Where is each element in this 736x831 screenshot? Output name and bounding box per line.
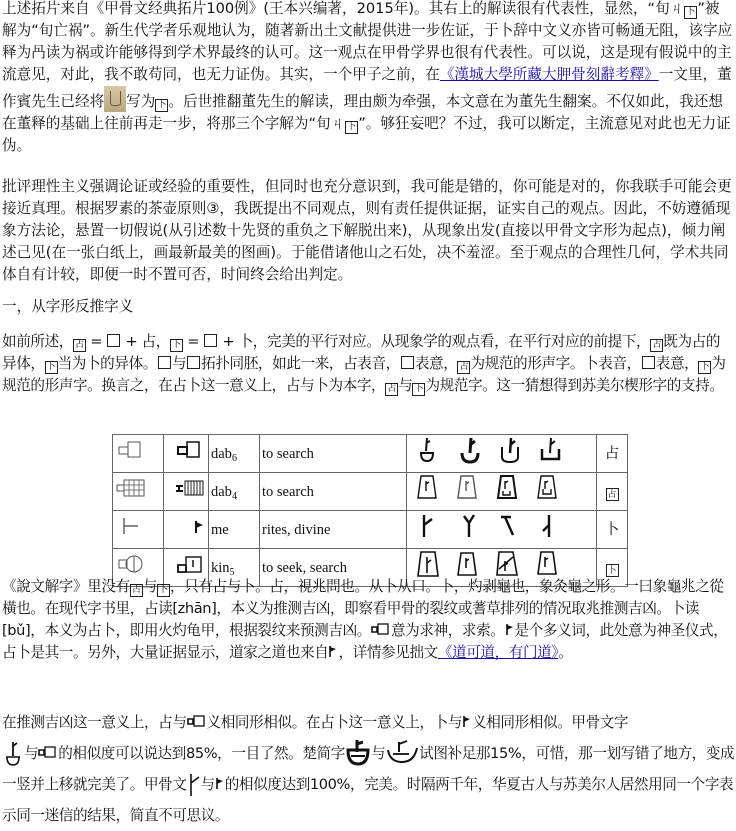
boxed-bu-glyph: 卜 — [686, 7, 696, 17]
oracle-bu-enclosed-forms-icon — [409, 549, 589, 579]
sumerian-word: me — [209, 511, 260, 549]
cuneiform-sign-cell — [164, 511, 209, 549]
archaic-dab4-sign-icon — [115, 477, 155, 499]
boxed-bu-glyph: 卜 — [157, 100, 167, 110]
archaic-kin-sign-icon — [115, 553, 155, 575]
enclosure-glyph — [642, 356, 655, 369]
boxed-zhan-glyph: 占 — [130, 584, 143, 597]
cuneiform-dab-glyph-icon — [187, 714, 207, 728]
paragraph-4: 《說文解字》里没有 占 与 卜 ，只有占与卜。占，視兆問也。从卜从口。卜，灼剥龜也，象灸龜之形。一曰象龜兆之從橫也。在现代字书里，占读[zhān]，本义为推测吉凶，即察看甲骨的裂纹或蓍草排列的情况取兆推测吉凶。卜读[bǔ]，本义为占卜，即用火灼龟甲，根据裂纹来预测吉凶。 意为求神，求索。 是个多义词，此处意为神圣仪式，占卜是其一。另外，大量证据显示，道家之道也来自 ，详情参见拙文《道可道，有门道》。 — [2, 578, 728, 661]
meaning: to search — [260, 473, 407, 511]
archaic-sign-cell — [113, 473, 164, 511]
cuneiform-me-glyph-icon — [328, 644, 338, 658]
boxed-zhan-glyph: 占 — [385, 383, 398, 396]
oracle-zhan-glyph-icon — [2, 740, 24, 768]
cuneiform-me-glyph-icon — [462, 714, 472, 728]
boxed-bu-glyph: 卜 — [607, 564, 617, 575]
boxed-bu-glyph: 卜 — [698, 361, 711, 374]
cuneiform-dab4-sign-icon — [174, 477, 208, 499]
link-dao-article[interactable]: 《道可道，有门道》 — [437, 644, 559, 661]
meaning: rites, divine — [260, 511, 407, 549]
cuneiform-sign-cell — [164, 473, 209, 511]
chu-slip-zhan-glyph-icon — [345, 738, 371, 768]
oracle-forms-cell — [407, 473, 597, 511]
cuneiform-dab-glyph-icon — [38, 745, 58, 759]
cuneiform-me-glyph-icon — [505, 622, 515, 636]
oracle-forms-cell — [407, 435, 597, 473]
enclosure-glyph — [401, 356, 414, 369]
cuneiform-kin-sign-icon — [174, 553, 208, 575]
sumerian-word: dab$_6$ — [209, 435, 260, 473]
table-row — [113, 473, 628, 511]
chinese-char: 卜 — [597, 511, 628, 549]
cuneiform-comparison-table — [112, 434, 628, 587]
paragraph-1: 上述拓片来自《甲骨文经典拓片100例》(王本兴编著，2015年)。其右上的解读很有代表性，显然，“旬ㄐ 卜 ”被解为“旬亡祸”。新生代学者乐观地认为，随著新出土文献提供进一步佐证，于卜辞中文义亦皆可畅通无阻，该字应释为冎读为祸或许能够得到学术界最终的认可。这一观点在甲骨学界也很有代表性。可以说，这是现有假说中的主流意见，对此，我不敢苟同，也无力证伪。其实，一个甲子之前，在《漢城大學所藏大胛骨刻辭考釋》一文里，董作賓先生已经将 写为 卜 。后世推翻董先生的解读，理由颇为牵强，本文意在为董先生翻案。不仅如此，我还想在董释的基础上往前再走一步，将那三个字解为“旬ㄐ 卜 ”。够狂妄吧？不过，我可以断定，主流意见对此也无力证伪。 — [2, 0, 733, 154]
boxed-zhan-glyph: 占 — [73, 339, 86, 352]
cuneiform-me-glyph-icon — [215, 776, 225, 790]
link-hancheng-article[interactable]: 《漢城大學所藏大胛骨刻辭考釋》 — [439, 66, 659, 83]
chu-slip-variant-glyph-icon — [385, 738, 419, 768]
boxed-zhan-glyph: 占 — [650, 339, 663, 352]
archaic-sign-cell — [113, 435, 164, 473]
boxed-bu-glyph: 卜 — [170, 339, 183, 352]
boxed-bu-glyph: 卜 — [157, 584, 170, 597]
enclosure-glyph — [107, 334, 120, 347]
oracle-bu-forms-icon — [409, 511, 589, 541]
oracle-zhan-forms-icon — [409, 435, 589, 465]
paragraph-2: 批评理性主义强调论证或经验的重要性，但同时也充分意识到，我可能是错的，你可能是对的，你我联手可能会更接近真理。根据罗素的茶壶原则③，我既提出不同观点，则有责任提供证据，证实自己的观点。因此，不妨遵循现象方法论，悬置一切假说(从引述数十先贤的重负之下解脱出来)，从现象出发(直接以甲骨文字形为起点)，倾力阐述己见(在一张白纸上，画最新最美的图画)。于能借诸他山之石处，决不羞涩。至于观点的合理性几何，学术共同体自有计较，即便一时不置可否，时间终会给出判定。 — [2, 178, 732, 283]
oracle-forms-cell — [407, 511, 597, 549]
archaic-me-sign-icon — [115, 515, 155, 537]
cuneiform-sign-cell — [164, 435, 209, 473]
sumerian-word: dab$_4$ — [209, 473, 260, 511]
boxed-zhan-glyph: 占 — [457, 361, 470, 374]
section-heading: 一，从字形反推字义 — [2, 298, 134, 315]
oracle-glyph-yu: ㄐ — [330, 115, 346, 132]
cuneiform-dab6-sign-icon — [174, 439, 208, 461]
meaning: to search — [260, 435, 407, 473]
cuneiform-dab-glyph-icon — [371, 622, 391, 636]
boxed-zhan-glyph: 占 — [607, 488, 617, 499]
archaic-sign-cell — [113, 511, 164, 549]
boxed-bu-glyph: 卜 — [45, 361, 58, 374]
oracle-glyph-yu: ㄐ — [669, 0, 685, 17]
paragraph-3: 如前所述， 占 = + 占， 卜 = + 卜，完美的平行对应。从现象学的观点看，在平行对应的前提下， 占 既为占的异体， 卜 当为卜的异体。 与 拓扑同胚，如此一来，占表音， 表意， 占 为规范的形声字。卜表音， 表意， 卜 为规范的形声字。换言之，在占卜这一意义上，占与卜为本字， 占 与 卜 为规范字。这一猜想得到苏美尔楔形字的支持。 — [2, 333, 726, 394]
table-row — [113, 435, 628, 473]
oracle-bu-glyph-icon — [187, 771, 201, 799]
boxed-bu-glyph: 卜 — [347, 122, 357, 132]
meaning: to seek, search — [260, 549, 407, 587]
chinese-char — [597, 473, 628, 511]
paragraph-5: 在推测吉凶这一意义上，占与 义相同形相似。在占卜这一意义上，卜与 义相同形相似。甲骨文字 与 的相似度可以说达到85%，一目了然。楚简字 与 试图补足那15%，可惜，那一划写错了地方，变成一竖并上移就完美了。甲骨文 与 的相似度达到100%，完美。时隔两千年，华夏古人与苏美尔人居然用同一个字表示同一迷信的结果，简直不可思议。 — [2, 714, 735, 824]
rubbing-glyph-image — [104, 86, 126, 112]
enclosure-glyph — [187, 356, 200, 369]
enclosure-glyph — [158, 356, 171, 369]
enclosure-glyph — [204, 334, 217, 347]
oracle-zhan-enclosed-forms-icon — [409, 473, 589, 503]
archaic-dab6-sign-icon — [115, 439, 155, 461]
cuneiform-me-sign-icon — [174, 515, 208, 537]
boxed-bu-glyph: 卜 — [412, 383, 425, 396]
table-row — [113, 511, 628, 549]
sumerian-word: kin$_5$ — [209, 549, 260, 587]
chinese-char: 占 — [597, 435, 628, 473]
